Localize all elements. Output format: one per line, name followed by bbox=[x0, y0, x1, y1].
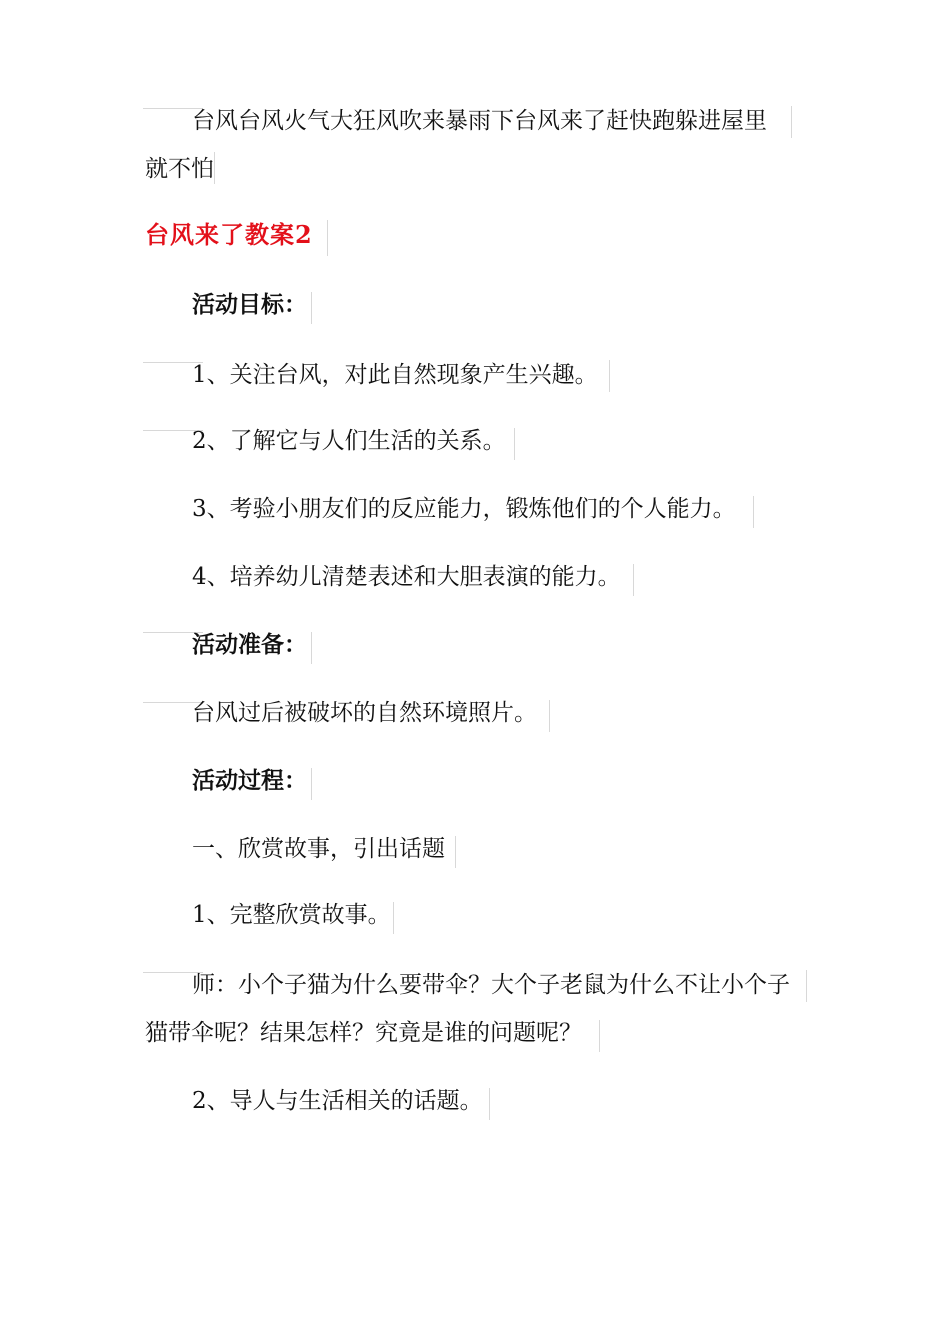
prep-text: 台风过后被破坏的自然环境照片。 bbox=[192, 700, 537, 726]
guide-mark bbox=[214, 152, 215, 184]
guide-mark bbox=[633, 564, 634, 596]
goal-3: 3、考验小朋友们的反应能力，锻炼他们的个人能力。 bbox=[192, 496, 736, 522]
step-1-1: 1、完整欣赏故事。 bbox=[192, 902, 391, 928]
prep-heading: 活动准备： bbox=[192, 631, 307, 658]
teacher-line-1: 师：小个子猫为什么要带伞？大个子老鼠为什么不让小个子 bbox=[192, 972, 790, 998]
guide-mark bbox=[311, 292, 312, 324]
intro-line-1: 台风台风火气大狂风吹来暴雨下台风来了赶快跑躲进屋里 bbox=[192, 108, 767, 134]
guide-mark bbox=[599, 1020, 600, 1052]
guide-mark bbox=[791, 106, 792, 138]
guide-mark bbox=[753, 496, 754, 528]
guide-mark bbox=[514, 428, 515, 460]
goal-1: 1、关注台风，对此自然现象产生兴趣。 bbox=[192, 362, 598, 388]
step-1: 一、欣赏故事，引出话题 bbox=[192, 836, 445, 862]
intro-line-2: 就不怕 bbox=[145, 156, 214, 182]
guide-mark bbox=[327, 220, 328, 256]
guide-mark bbox=[311, 632, 312, 664]
goals-heading: 活动目标： bbox=[192, 291, 307, 318]
guide-mark bbox=[549, 700, 550, 732]
teacher-line-2: 猫带伞呢？结果怎样？究竟是谁的问题呢？ bbox=[145, 1020, 582, 1046]
goal-4: 4、培养幼儿清楚表述和大胆表演的能力。 bbox=[192, 564, 621, 590]
guide-mark bbox=[489, 1088, 490, 1120]
guide-mark bbox=[609, 360, 610, 392]
guide-mark bbox=[455, 836, 456, 868]
step-1-2: 2、导人与生活相关的话题。 bbox=[192, 1088, 483, 1114]
goal-2: 2、了解它与人们生活的关系。 bbox=[192, 428, 506, 454]
section-title: 台风来了教案2 bbox=[145, 220, 313, 249]
guide-mark bbox=[311, 768, 312, 800]
guide-mark bbox=[806, 970, 807, 1002]
process-heading: 活动过程： bbox=[192, 767, 307, 794]
guide-mark bbox=[393, 902, 394, 934]
